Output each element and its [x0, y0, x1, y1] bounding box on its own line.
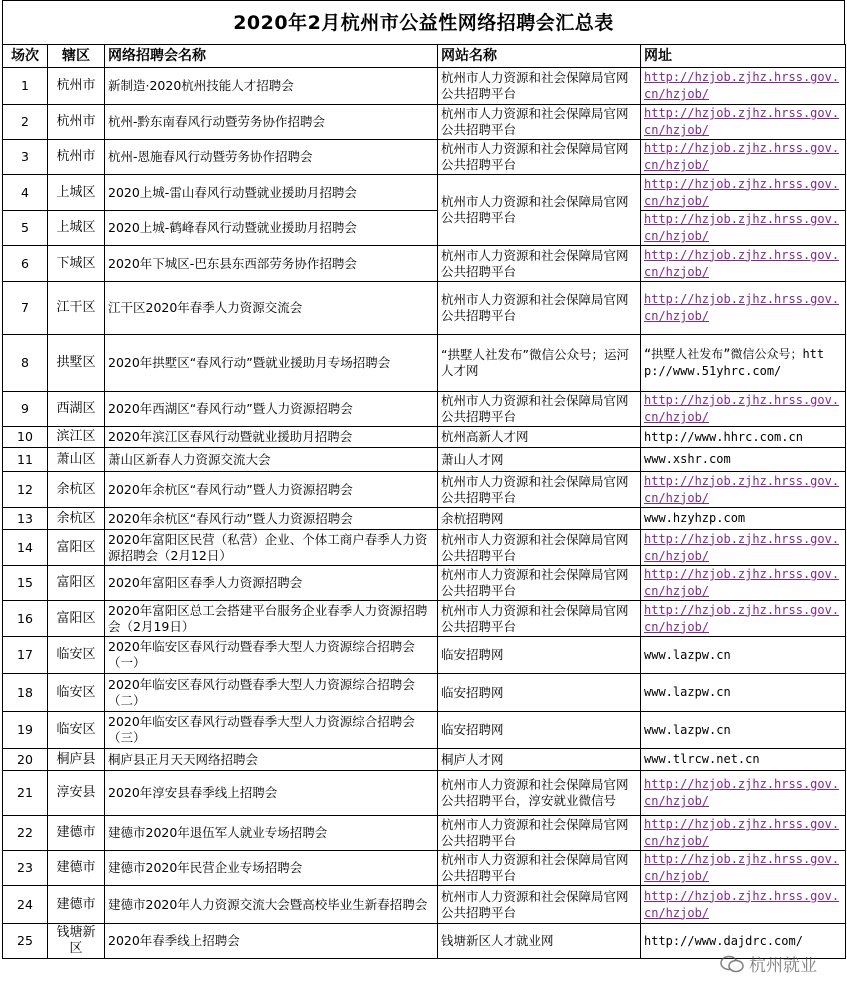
row-index: 7	[3, 282, 48, 335]
row-site-name: 余杭招聘网	[438, 508, 641, 530]
row-site-name: 杭州市人力资源和社会保障局官网公共招聘平台	[438, 246, 641, 282]
row-url[interactable]: http://hzjob.zjhz.hrss.gov.cn/hzjob/	[641, 282, 846, 335]
row-fair-name: 新制造·2020杭州技能人才招聘会	[105, 68, 438, 105]
table-row	[3, 712, 846, 749]
row-index: 9	[3, 392, 48, 427]
row-district: 杭州市	[48, 105, 105, 140]
table-row	[3, 282, 846, 335]
table-row	[3, 392, 846, 427]
row-index: 2	[3, 105, 48, 140]
row-district: 杭州市	[48, 140, 105, 175]
row-fair-name: 建德市2020年民营企业专场招聘会	[105, 851, 438, 886]
row-district: 建德市	[48, 851, 105, 886]
header-district: 辖区	[48, 45, 105, 68]
table-row	[3, 427, 846, 448]
row-index: 10	[3, 427, 48, 448]
row-fair-name: 2020年富阳区春季人力资源招聘会	[105, 566, 438, 601]
row-site-name: 杭州高新人才网	[438, 427, 641, 448]
row-site-name: 杭州市人力资源和社会保障局官网公共招聘平台	[438, 530, 641, 566]
table-body	[3, 68, 846, 959]
row-district: 临安区	[48, 712, 105, 749]
row-url[interactable]: http://hzjob.zjhz.hrss.gov.cn/hzjob/	[641, 771, 846, 816]
row-url[interactable]: http://hzjob.zjhz.hrss.gov.cn/hzjob/	[641, 851, 846, 886]
row-index: 3	[3, 140, 48, 175]
row-site-name: 杭州市人力资源和社会保障局官网公共招聘平台	[438, 601, 641, 637]
row-fair-name: 2020年滨江区春风行动暨就业援助月招聘会	[105, 427, 438, 448]
row-fair-name: 杭州-黔东南春风行动暨劳务协作招聘会	[105, 105, 438, 140]
table-row	[3, 886, 846, 924]
row-site-name: 杭州市人力资源和社会保障局官网公共招聘平台	[438, 68, 641, 105]
row-district: 富阳区	[48, 566, 105, 601]
row-site-name: 钱塘新区人才就业网	[438, 924, 641, 959]
row-site-name: 杭州市人力资源和社会保障局官网公共招聘平台	[438, 140, 641, 175]
row-district: 拱墅区	[48, 335, 105, 392]
row-fair-name: 2020年临安区春风行动暨春季大型人力资源综合招聘会（三）	[105, 712, 438, 749]
row-district: 余杭区	[48, 472, 105, 508]
row-url[interactable]: http://hzjob.zjhz.hrss.gov.cn/hzjob/	[641, 175, 846, 211]
row-fair-name: 2020年西湖区“春风行动”暨人力资源招聘会	[105, 392, 438, 427]
row-district: 萧山区	[48, 448, 105, 472]
row-fair-name: 2020年临安区春风行动暨春季大型人力资源综合招聘会（二）	[105, 674, 438, 712]
table-row	[3, 448, 846, 472]
row-district: 滨江区	[48, 427, 105, 448]
row-url: http://www.dajdrc.com/	[641, 924, 846, 959]
row-url: www.tlrcw.net.cn	[641, 749, 846, 771]
row-district: 余杭区	[48, 508, 105, 530]
wechat-icon	[719, 954, 745, 974]
table-row	[3, 601, 846, 637]
row-site-name: 杭州市人力资源和社会保障局官网公共招聘平台，淳安就业微信号	[438, 771, 641, 816]
row-district: 上城区	[48, 211, 105, 246]
row-url[interactable]: http://hzjob.zjhz.hrss.gov.cn/hzjob/	[641, 886, 846, 924]
row-index: 6	[3, 246, 48, 282]
watermark	[719, 951, 817, 976]
table-row	[3, 674, 846, 712]
row-fair-name: 桐庐县正月天天网络招聘会	[105, 749, 438, 771]
row-district: 上城区	[48, 175, 105, 211]
row-index: 20	[3, 749, 48, 771]
table-row	[3, 211, 846, 246]
row-url[interactable]: http://hzjob.zjhz.hrss.gov.cn/hzjob/	[641, 816, 846, 851]
row-district: 江干区	[48, 282, 105, 335]
row-site-name: 杭州市人力资源和社会保障局官网公共招聘平台	[438, 816, 641, 851]
row-fair-name: 2020年富阳区总工会搭建平台服务企业春季人力资源招聘会（2月19日）	[105, 601, 438, 637]
row-url: www.xshr.com	[641, 448, 846, 472]
row-url[interactable]: http://hzjob.zjhz.hrss.gov.cn/hzjob/	[641, 140, 846, 175]
row-district: 钱塘新区	[48, 924, 105, 959]
row-index: 12	[3, 472, 48, 508]
row-index: 14	[3, 530, 48, 566]
row-url[interactable]: http://hzjob.zjhz.hrss.gov.cn/hzjob/	[641, 68, 846, 105]
row-site-name: 临安招聘网	[438, 637, 641, 674]
table-row	[3, 566, 846, 601]
row-index: 13	[3, 508, 48, 530]
table-row	[3, 771, 846, 816]
row-district: 下城区	[48, 246, 105, 282]
row-url[interactable]: http://hzjob.zjhz.hrss.gov.cn/hzjob/	[641, 211, 846, 246]
row-index: 22	[3, 816, 48, 851]
table-row	[3, 508, 846, 530]
row-district: 桐庐县	[48, 749, 105, 771]
row-fair-name: 2020年春季线上招聘会	[105, 924, 438, 959]
table-row	[3, 749, 846, 771]
header-site: 网站名称	[438, 45, 641, 68]
table-row	[3, 335, 846, 392]
table-row	[3, 637, 846, 674]
row-site-name: 萧山人才网	[438, 448, 641, 472]
row-index: 21	[3, 771, 48, 816]
row-district: 西湖区	[48, 392, 105, 427]
row-district: 临安区	[48, 674, 105, 712]
row-fair-name: 建德市2020年退伍军人就业专场招聘会	[105, 816, 438, 851]
row-fair-name: 江干区2020年春季人力资源交流会	[105, 282, 438, 335]
row-fair-name: 2020年下城区-巴东县东西部劳务协作招聘会	[105, 246, 438, 282]
row-site-name: 杭州市人力资源和社会保障局官网公共招聘平台	[438, 566, 641, 601]
row-url[interactable]: http://hzjob.zjhz.hrss.gov.cn/hzjob/	[641, 392, 846, 427]
row-url[interactable]: http://hzjob.zjhz.hrss.gov.cn/hzjob/	[641, 601, 846, 637]
row-district: 临安区	[48, 637, 105, 674]
row-index: 8	[3, 335, 48, 392]
row-index: 24	[3, 886, 48, 924]
header-idx: 场次	[3, 45, 48, 68]
row-site-name: 杭州市人力资源和社会保障局官网公共招聘平台	[438, 472, 641, 508]
row-url[interactable]: http://hzjob.zjhz.hrss.gov.cn/hzjob/	[641, 472, 846, 508]
row-index: 1	[3, 68, 48, 105]
row-fair-name: 2020年余杭区“春风行动”暨人力资源招聘会	[105, 472, 438, 508]
row-site-name: 临安招聘网	[438, 674, 641, 712]
row-fair-name: 2020年临安区春风行动暨春季大型人力资源综合招聘会（一）	[105, 637, 438, 674]
table-row	[3, 175, 846, 211]
table-row	[3, 105, 846, 140]
row-fair-name: 萧山区新春人力资源交流大会	[105, 448, 438, 472]
table-row	[3, 246, 846, 282]
row-site-name: 杭州市人力资源和社会保障局官网公共招聘平台	[438, 282, 641, 335]
row-site-name: 临安招聘网	[438, 712, 641, 749]
recruitment-table	[2, 44, 846, 959]
row-index: 23	[3, 851, 48, 886]
row-index: 5	[3, 211, 48, 246]
summary-sheet	[2, 0, 845, 959]
row-url: www.lazpw.cn	[641, 637, 846, 674]
row-url[interactable]: http://hzjob.zjhz.hrss.gov.cn/hzjob/	[641, 530, 846, 566]
header-row	[3, 45, 846, 68]
row-district: 富阳区	[48, 601, 105, 637]
row-fair-name: 2020年拱墅区“春风行动”暨就业援助月专场招聘会	[105, 335, 438, 392]
row-url[interactable]: http://hzjob.zjhz.hrss.gov.cn/hzjob/	[641, 566, 846, 601]
row-site-name: 杭州市人力资源和社会保障局官网公共招聘平台	[438, 105, 641, 140]
row-index: 17	[3, 637, 48, 674]
row-fair-name: 2020年淳安县春季线上招聘会	[105, 771, 438, 816]
row-fair-name: 建德市2020年人力资源交流大会暨高校毕业生新春招聘会	[105, 886, 438, 924]
row-index: 19	[3, 712, 48, 749]
row-index: 16	[3, 601, 48, 637]
table-row	[3, 68, 846, 105]
row-site-name: 桐庐人才网	[438, 749, 641, 771]
row-district: 富阳区	[48, 530, 105, 566]
row-district: 杭州市	[48, 68, 105, 105]
row-url: http://www.hhrc.com.cn	[641, 427, 846, 448]
row-site-name: 杭州市人力资源和社会保障局官网公共招聘平台	[438, 175, 641, 246]
row-url: www.hzyhzp.com	[641, 508, 846, 530]
table-row	[3, 140, 846, 175]
row-site-name: 杭州市人力资源和社会保障局官网公共招聘平台	[438, 392, 641, 427]
row-index: 15	[3, 566, 48, 601]
header-name: 网络招聘会名称	[105, 45, 438, 68]
row-index: 18	[3, 674, 48, 712]
row-url[interactable]: http://hzjob.zjhz.hrss.gov.cn/hzjob/	[641, 105, 846, 140]
row-district: 建德市	[48, 886, 105, 924]
watermark-text: 杭州就业	[749, 956, 817, 976]
sheet-title: 2020年2月杭州市公益性网络招聘会汇总表	[2, 0, 845, 44]
row-fair-name: 2020上城-雷山春风行动暨就业援助月招聘会	[105, 175, 438, 211]
row-url: www.lazpw.cn	[641, 674, 846, 712]
table-row	[3, 851, 846, 886]
row-fair-name: 杭州-恩施春风行动暨劳务协作招聘会	[105, 140, 438, 175]
table-row	[3, 530, 846, 566]
row-fair-name: 2020上城-鹤峰春风行动暨就业援助月招聘会	[105, 211, 438, 246]
row-fair-name: 2020年富阳区民营（私营）企业、个体工商户春季人力资源招聘会（2月12日）	[105, 530, 438, 566]
row-index: 4	[3, 175, 48, 211]
row-url: “拱墅人社发布”微信公众号；http://www.51yhrc.com/	[641, 335, 846, 392]
row-site-name: 杭州市人力资源和社会保障局官网公共招聘平台	[438, 886, 641, 924]
row-site-name: “拱墅人社发布”微信公众号；运河人才网	[438, 335, 641, 392]
header-url: 网址	[641, 45, 846, 68]
row-site-name: 杭州市人力资源和社会保障局官网公共招聘平台	[438, 851, 641, 886]
row-fair-name: 2020年余杭区“春风行动”暨人力资源招聘会	[105, 508, 438, 530]
table-row	[3, 816, 846, 851]
row-url: www.lazpw.cn	[641, 712, 846, 749]
row-url[interactable]: http://hzjob.zjhz.hrss.gov.cn/hzjob/	[641, 246, 846, 282]
row-district: 建德市	[48, 816, 105, 851]
row-district: 淳安县	[48, 771, 105, 816]
table-row	[3, 472, 846, 508]
row-index: 25	[3, 924, 48, 959]
row-index: 11	[3, 448, 48, 472]
